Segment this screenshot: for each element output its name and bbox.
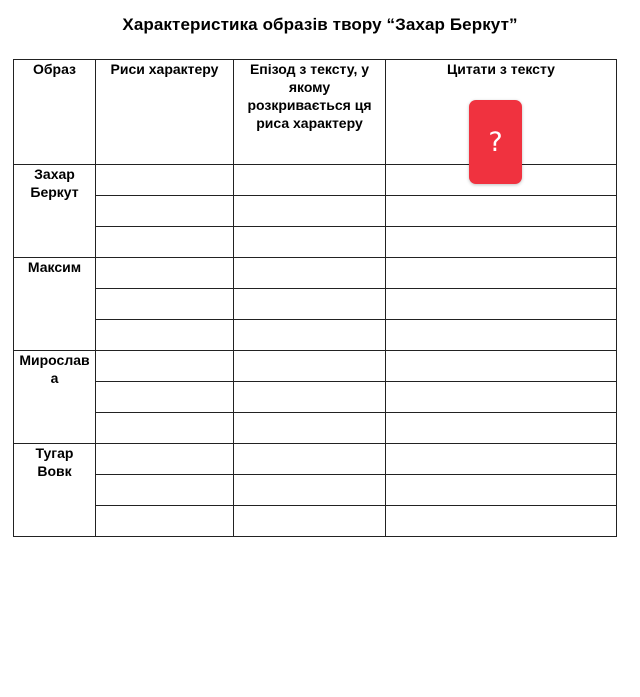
table-cell — [96, 165, 234, 196]
table-cell — [234, 506, 386, 537]
table-cell — [96, 351, 234, 382]
table-cell — [386, 444, 617, 475]
table-row — [14, 382, 617, 413]
character-name: Захар Беркут — [14, 165, 96, 258]
table-row — [14, 165, 617, 196]
table-cell — [96, 475, 234, 506]
table-cell — [234, 351, 386, 382]
table-cell — [386, 227, 617, 258]
table-row — [14, 227, 617, 258]
table-cell — [386, 506, 617, 537]
header-image: Образ — [14, 60, 96, 165]
table-cell — [386, 351, 617, 382]
table-cell — [386, 196, 617, 227]
table-cell — [234, 320, 386, 351]
table-cell — [386, 258, 617, 289]
page-title: Характеристика образів твору “Захар Беркут” — [122, 15, 518, 34]
character-name: Мирослава — [14, 351, 96, 444]
table-cell — [96, 196, 234, 227]
table-cell — [96, 227, 234, 258]
table-cell — [386, 382, 617, 413]
table-cell — [234, 165, 386, 196]
table-cell — [234, 196, 386, 227]
table-cell — [96, 289, 234, 320]
table-row — [14, 196, 617, 227]
table-row — [14, 351, 617, 382]
table-row — [14, 289, 617, 320]
table-cell — [96, 444, 234, 475]
table-cell — [234, 382, 386, 413]
table-row — [14, 444, 617, 475]
table-row — [14, 506, 617, 537]
table-cell — [234, 289, 386, 320]
table-cell — [234, 444, 386, 475]
table-cell — [96, 320, 234, 351]
table-row — [14, 258, 617, 289]
table-row — [14, 320, 617, 351]
header-episode: Епізод з тексту, у якому розкривається ця риса характеру — [234, 60, 386, 165]
table-cell — [96, 258, 234, 289]
table-cell — [386, 289, 617, 320]
table-cell — [234, 227, 386, 258]
table-cell — [234, 413, 386, 444]
header-quotes: Цитати з тексту — [386, 60, 617, 165]
table-cell — [386, 320, 617, 351]
header-traits: Риси характеру — [96, 60, 234, 165]
character-name: Тугар Вовк — [14, 444, 96, 537]
table-cell — [234, 475, 386, 506]
table-cell — [96, 413, 234, 444]
header-row — [14, 60, 617, 165]
question-mark-icon: ? — [488, 126, 503, 158]
characters-table — [13, 59, 617, 537]
table-cell — [386, 413, 617, 444]
table-cell — [96, 382, 234, 413]
table-cell — [234, 258, 386, 289]
question-mark-button[interactable] — [469, 100, 522, 184]
table-cell — [386, 475, 617, 506]
character-name: Максим — [14, 258, 96, 351]
table-row — [14, 475, 617, 506]
table-row — [14, 413, 617, 444]
table-cell — [96, 506, 234, 537]
